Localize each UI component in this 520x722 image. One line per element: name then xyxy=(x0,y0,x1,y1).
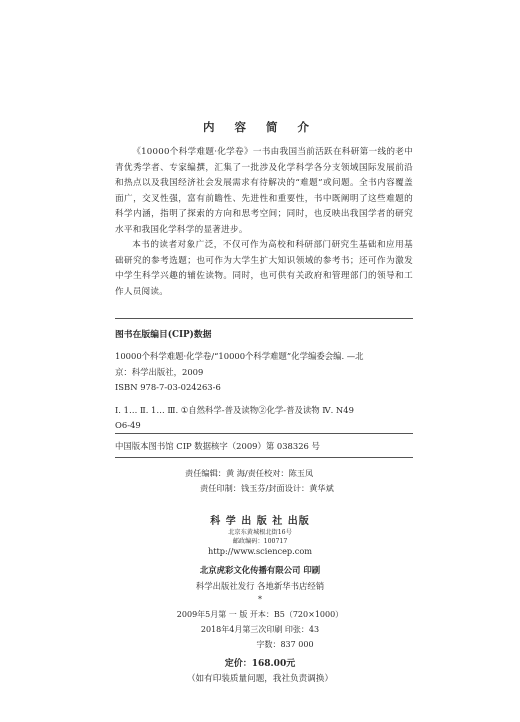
quality-notice: （如有印装质量问题，我社负责调换） xyxy=(186,674,334,684)
cip-line-1: 10000个科学难题·化学卷/“10000个科学难题”化学编委会编. —北 xyxy=(115,351,364,361)
summary-paragraph-1: 《10000个科学难题·化学卷》一书由我国当前活跃在科研第一线的老中青优秀学者、专家编撰，汇集了一批涉及化学科学各分支领域国际发展前沿和热点以及我国经济社会发展需求有待解决的“难题”或问题。全书内容覆盖面广，交叉性强，富有前瞻性、先进性和重要性，书中既阐明了这些难题的科学内涵，指明了探索的方向和思考空间；同时，也反映出我国学者的研究水平和我国化学科学的显著进步。 xyxy=(115,147,413,235)
publisher-postcode: 邮政编码：100717 xyxy=(232,538,288,545)
cip-isbn: ISBN 978-7-03-024263-6 xyxy=(115,382,221,392)
cip-record-number: 中国版本图书馆 CIP 数据核字（2009）第 038326 号 xyxy=(115,441,320,451)
divider-middle xyxy=(115,433,413,434)
cip-heading: 图书在版编目(CIP)数据 xyxy=(115,330,212,340)
publisher-name: 科 学 出 版 社 出版 xyxy=(210,516,310,527)
publisher-website: http://www.sciencep.com xyxy=(207,546,313,556)
word-count: 字数：837 000 xyxy=(256,640,314,649)
publisher-address: 北京东黄城根北街16号 xyxy=(228,529,292,536)
price: 定价：168.00元 xyxy=(224,659,296,669)
summary-paragraph-2: 本书的读者对象广泛，不仅可作为高校和科研部门研究生基础和应用基础研究的参考选题；也可作为大学生扩大知识领域的参考书；还可作为激发中学生科学兴趣的辅佐读物。同时，也可供有关政府和管理部门的领导和工作人员阅读。 xyxy=(115,240,413,297)
separator-star: * xyxy=(258,595,262,604)
edition-info: 2009年5月第 一 版 开本：B5（720×1000） xyxy=(176,610,344,619)
divider-bottom xyxy=(115,457,413,458)
summary-title: 内 容 简 介 xyxy=(202,120,317,134)
distributor: 科学出版社发行 各地新华书店经销 xyxy=(195,581,325,591)
cip-line-2: 京：科学出版社，2009 xyxy=(115,367,204,377)
printer-name: 北京虎彩文化传播有限公司 印刷 xyxy=(199,565,321,575)
cip-classification: Ⅰ. 1… Ⅱ. 1… Ⅲ. ①自然科学-普及读物②化学-普及读物 Ⅳ. N49 xyxy=(115,405,354,415)
staff-print-design: 责任印制：钱玉芬/封面设计：黄华斌 xyxy=(200,483,334,493)
printing-info: 2018年4月第三次印刷 印张：43 xyxy=(200,625,320,634)
cip-line-5: O6-49 xyxy=(115,420,141,430)
divider-top xyxy=(115,318,413,319)
staff-editors: 责任编辑：黄 海/责任校对：陈玉凤 xyxy=(185,468,314,478)
